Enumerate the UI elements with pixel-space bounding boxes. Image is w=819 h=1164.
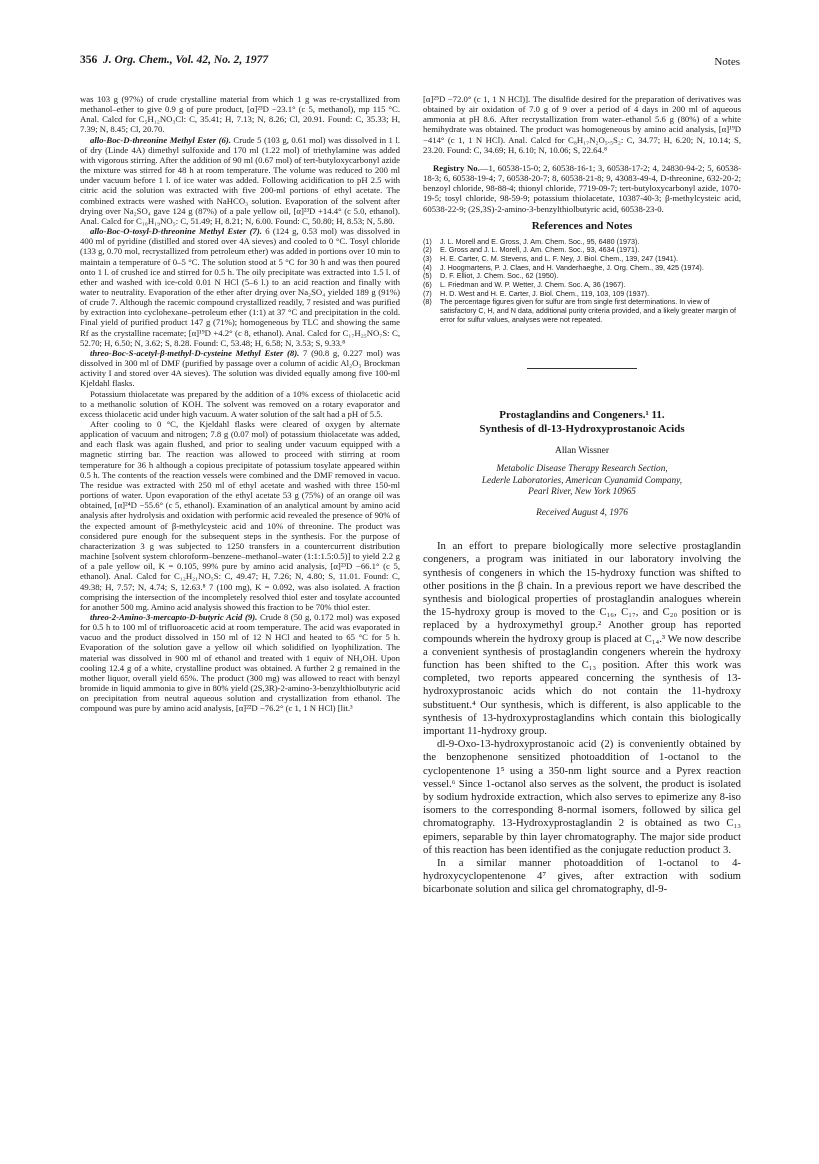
reference-item bbox=[423, 298, 741, 324]
article-body bbox=[423, 540, 741, 896]
section-divider bbox=[527, 368, 637, 369]
reference-number: (4) bbox=[423, 262, 432, 272]
reference-number: (2) bbox=[423, 245, 432, 255]
reference-text: E. Gross and J. L. Morell, J. Am. Chem. Soc., 93, 4634 (1971). bbox=[440, 245, 640, 255]
reference-number: (5) bbox=[423, 271, 432, 281]
paragraph-allo-boc-threonine bbox=[80, 135, 400, 226]
reference-text: H. E. Carter, C. M. Stevens, and L. F. Ney, J. Biol. Chem., 139, 247 (1941). bbox=[440, 254, 678, 264]
article-title-line: Synthesis of dl-13-Hydroxyprostanoic Acids bbox=[479, 422, 685, 435]
section-heading: threo-Boc-S-acetyl-β-methyl-D-cysteine Methyl Ester (8). bbox=[90, 347, 300, 358]
registry-heading: Registry No. bbox=[433, 162, 480, 173]
left-column bbox=[80, 94, 400, 714]
paragraph-mercapto-butyric-acid bbox=[80, 612, 400, 714]
section-body: 6 (124 g, 0.53 mol) was dissolved in 400 ml of pyridine (distilled and stored over 4A sieves) and cooled to 0 °C. Tosyl chloride (133 g, 0.70 mol, recrystallized from petroleum ether) was added in portions over 10 min to maintain a temperature of 0–5 °C. The solution stood at 5 °C for 30 h and was then poured onto 1 l. of crushed ice and stirred for 0.5 h. The oily precipitate was extracted into 1.5 l. of ether and washed with ice-cold 0.01 N HCl (5–6 l.) to an acid reaction and finally with water to neutrality. Evaporation of the ether after drying over Na₂SO₄ yielded 189 g (91%) of crude 7. Although the racemic compound crystallized readily, 7 resisted and was purified by extraction into cyclohexane–petroleum ether (1:1) at 37 °C and precipitation in the cold. Final yield of purified product 147 g (71%); homogeneous by TLC and showing the same Rf as the crystalline racemate; [α]¹⁹D +4.2° (c 8, ethanol). Anal. Calcd for C₁₇H₂₅NO₇S: C, 52.70; H, 6.50; N, 3.62; S, 8.28. Found: C, 53.48; H, 6.58; N, 3.53; S, 9.33.⁸ bbox=[80, 226, 401, 348]
reference-number: (3) bbox=[423, 254, 432, 264]
page-number: 356 bbox=[80, 54, 98, 66]
section-body: Crude 5 (103 g, 0.61 mol) was dissolved in 1 l. of dry (Linde 4A) dimethyl sulfoxide and 170 ml (1.22 mol) of triethylamine was added with vigorous stirring. After the addition of 90 ml (0.67 mol) of tert-butyloxycarbonyl azide the mixture was stirred for 48 h at room temperature. The volume was reduced to 200 ml under vacuum before 1 l. of ice water was added. Following acidification to pH 2.5 with citric acid the solution was extracted with five 200-ml portions of ethyl acetate. The combined extracts were washed with NaHCO₃ solution. Evaporation of the solvent after drying over Na₂SO₄ gave 124 g (87%) of a pale yellow oil, [α]²³D +14.4° (c 5.0, ethanol). Anal. Calcd for C₁₀H₁₉NO₅: C, 51.49; H, 8.21; N, 6.00. Found: C, 50.80; H, 8.53; N, 5.80. bbox=[80, 134, 400, 226]
article-title bbox=[423, 409, 741, 436]
section-body: Crude 8 (50 g, 0.172 mol) was exposed for 0.5 h to 100 ml of trifluoroacetic acid at room temperature. The acid was evaporated in vacuo and the product dissolved in 150 ml of 12 N HCl and heated to 65 °C for 5 h. Evaporation of the solution gave a yellow oil which solidified on lyophilization. The material was dissolved in 900 ml of ethanol and treated with 1 equiv of NH₄OH. Upon cooling 12.4 g of a white, crystalline product was obtained. A further 2 g remained in the mother liquor, overall yield 65%. The product (300 mg) was allowed to react with benzyl bromide in liquid ammonia to give in 80% yield (2S,3R)-2-amino-3-benzylthiolbutyric acid on precipitation from neutral aqueous solution and crystallization from ethanol. The compound was pure by amino acid analysis, [α]²²D −76.2° (c 1, 1 N HCl) [lit.³ bbox=[80, 611, 400, 714]
affiliation-line: Metabolic Disease Therapy Research Section, bbox=[496, 464, 668, 475]
references-list bbox=[423, 238, 741, 325]
paragraph: After cooling to 0 °C, the Kjeldahl flasks were cleared of oxygen by alternate application of vacuum and nitrogen; 7.8 g (0.07 mol) of potassium thiolacetate was added, and each flask was again flushed, and prior to sealing under vacuum equipped with a magnetic stirring bar. The reaction was allowed to proceed with stirring at room temperature for 36 h although a copious precipitate of potassium tosylate appeared within 0.5 h. The contents of the reaction vessels were combined and the DMF removed in vacuo. The residue was extracted with 250 ml of ethyl acetate and washed with three 150-ml portions of water. Upon evaporation of the ethyl acetate 53 g (75%) of an orange oil was obtained, [α]²⁴D −55.6° (c 5, ethanol). Examination of an analytical amount by amino acid analysis after hydrolysis and oxidation with performic acid revealed the presence of 90% of the expected amount of β-methylcysteic acid and 10% of threonine. The product was considered pure enough for the subsequent steps in the synthesis. For the purpose of characterization 3 g was subjected to 1250 transfers in a countercurrent distribution machine [solvent system chloroform–benzene–methanol–water (1:1:1.5:0.5)] to yield 2.2 g of a pale yellow oil, K = 0.105, 99% pure by amino acid analysis, [α]²³D −66.1° (c 5, ethanol). Anal. Calcd for C₁₂H₂₁NO₅S: C, 49.47; H, 7.26; N, 4.80; S, 11.01. Found: C, 49.38; H, 7.57; N, 4.74; S, 12.63.⁸ 7 (100 mg), K = 0.092, was also isolated. A fraction comprising the intersection of the incompletely resolved thiol ester and tosylate accounted for another 500 mg. Amino acid analysis showed this fraction to be 70% thiol ester. bbox=[80, 419, 400, 612]
reference-text: D. F. Elliot, J. Chem. Soc., 62 (1950). bbox=[440, 271, 559, 281]
reference-number: (8) bbox=[423, 297, 432, 307]
received-date: Received August 4, 1976 bbox=[536, 507, 628, 518]
reference-text: J. L. Morell and E. Gross, J. Am. Chem. Soc., 95, 6480 (1973). bbox=[440, 236, 640, 246]
paragraph: was 103 g (97%) of crude crystalline material from which 1 g was re-crystallized from methanol–ether to give 0.9 g of pure product, [α]²³D −23.1° (c 5, methanol), mp 115 °C. Anal. Calcd for C₅H₁₂NO₃Cl: C, 35.41; H, 7.13; N, 8.26; Cl, 20.91. Found: C, 35.33; H, 7.39; N, 8.45; Cl, 20.70. bbox=[80, 94, 400, 135]
article-author: Allan Wissner bbox=[554, 446, 610, 457]
affiliation-line: Lederle Laboratories, American Cyanamid Company, bbox=[481, 475, 683, 486]
reference-text: H. D. West and H. E. Carter, J. Biol. Chem., 119, 103, 109 (1937). bbox=[440, 288, 650, 298]
section-heading: allo-Boc-D-threonine Methyl Ester (6). bbox=[90, 134, 231, 145]
references-heading: References and Notes bbox=[531, 219, 633, 232]
paragraph: Potassium thiolacetate was prepared by the addition of a 10% excess of thiolacetic acid to a methanolic solution of KOH. The solvent was removed on a rotary evaporator and excess thiolacetic acid under high vacuum. A water solution of the salt had a pH of 5.5. bbox=[80, 388, 400, 419]
reference-text: The percentage figures given for sulfur are from single first determinations. In view of satisfactory C, H, and N data, additional purity criteria provided, and a likely greater margin of error for sulfur values, analyses were not repeated. bbox=[440, 297, 737, 324]
section-heading: allo-Boc-O-tosyl-D-threonine Methyl Ester (7). bbox=[90, 226, 262, 237]
header-left bbox=[80, 54, 268, 66]
section-label: Notes bbox=[714, 56, 740, 68]
article-paragraph: In a similar manner photoaddition of 1-octanol to 4-hydroxycyclopentenone 4⁷ gives, after extraction with sodium bicarbonate solution and silica gel chromatography, dl-9- bbox=[423, 856, 741, 896]
reference-text: J. Hoogmartens, P. J. Claes, and H. Vanderhaeghe, J. Org. Chem., 39, 425 (1974). bbox=[440, 262, 704, 272]
paragraph: [α]²⁵D −72.0° (c 1, 1 N HCl)]. The disulfide desired for the preparation of derivatives was obtained by air oxidation of 7.0 g of 9 over a period of 4 days in 200 ml of aqueous ammonia at pH 8.6. After recrystallization from water–ethanol 5.6 g (80%) of a white hemihydrate was obtained. The product was homogeneous by amino acid analysis, [α]¹⁹D −414° (c 1, 1 N HCl). Anal. Calcd for C₈H₁₇N₂O₅.₅S₂: C, 34.77; H, 6.20; N, 10.14; S, 23.20. Found: C, 34.69; H, 6.10; N, 10.06; S, 22.64.⁸ bbox=[423, 94, 741, 155]
reference-number: (6) bbox=[423, 280, 432, 289]
right-column bbox=[423, 94, 741, 897]
reference-text: L. Friedman and W. P. Wetter, J. Chem. Soc. A, 36 (1967). bbox=[440, 280, 626, 289]
paragraph-tosyl-threonine bbox=[80, 226, 400, 348]
article-affiliation bbox=[423, 464, 741, 499]
journal-citation: J. Org. Chem., Vol. 42, No. 2, 1977 bbox=[103, 54, 269, 66]
registry-body: —1, 60538-15-0; 2, 60538-16-1; 3, 60538-17-2; 4, 24830-94-2; 5, 60538-18-3; 6, 60538-19-4; 7, 60538-20-7; 8, 60538-21-8; 9, 43083-49-4, D-threonine, 632-20-2; benzoyl chloride, 98-88-4; thionyl chloride, 7719-09-7; tert-butyloxycarbonyl azide, 1070-19-5; tosyl chloride, 98-59-9; potassium thiolacetate, 10387-40-3; β-methylcysteic acid, 60538-22-9; (2S,3S)-2-amino-3-benzylthiolbutyric acid, 60538-23-0. bbox=[423, 162, 741, 214]
affiliation-line: Pearl River, New York 10965 bbox=[528, 487, 636, 498]
reference-number: (1) bbox=[423, 236, 432, 246]
paragraph-acetyl-cysteine bbox=[80, 348, 400, 389]
section-body: 7 (90.8 g, 0.227 mol) was dissolved in 300 ml of DMF (purified by passage over a column of acidic Al₂O₃ Brockman activity I and stored over 4A sieves). The solution was divided equally among five 100-ml Kjeldahl flasks. bbox=[80, 347, 400, 389]
section-heading: threo-2-Amino-3-mercapto-D-butyric Acid (9). bbox=[90, 611, 258, 622]
article-paragraph: dl-9-Oxo-13-hydroxyprostanoic acid (2) is conveniently obtained by the benzophenone sensitized photoaddition of 1-octanol to the cyclopentenone 1⁵ using a 350-nm light source and a Pyrex reaction vessel.⁶ Since 1-octanol also serves as the solvent, the product is isolated by sodium hydroxide extraction, which also serves to epimerize any 8-iso isomers to the corresponding 8-normal isomers, followed by silica gel chromatography. 13-Hydroxyprostaglandin 2 is obtained as two C₁₃ epimers, separable by thin layer chromatography. The major side product of this reaction has been identified as the conjugate reduction product 3. bbox=[423, 738, 741, 856]
article-paragraph: In an effort to prepare biologically more selective prostaglandin congeners, a program was initiated in our laboratory involving the synthesis of congeners in which the 15-hydroxy function was shifted to other positions in the β chain. In a previous report we have described the synthesis and biological properties of prostaglandin analogues wherein the 15-hydroxy group is moved to the C₁₆, C₁₇, and C₂₀ position or is replaced by a hydroxymethyl group.² Another group has reported compounds wherein the hydroxy group is placed at C₁₄.³ We now describe a convenient synthesis of prostaglandin congeners wherein the hydroxy function has been shifted to the C₁₃ position. After this work was completed, two reports appeared concerning the synthesis of 13-hydroxyprostanoic acids which do not contain the 11-hydroxy substituent.⁴ Our synthesis, which is different, is also applicable to the synthesis of 13-hydroxyprostaglandins which contain this biologically important 11-hydroxy group. bbox=[423, 540, 741, 737]
article-title-line: Prostaglandins and Congeners.¹ 11. bbox=[499, 409, 665, 422]
page-header bbox=[80, 54, 740, 74]
reference-number: (7) bbox=[423, 288, 432, 298]
registry-paragraph bbox=[423, 163, 741, 214]
